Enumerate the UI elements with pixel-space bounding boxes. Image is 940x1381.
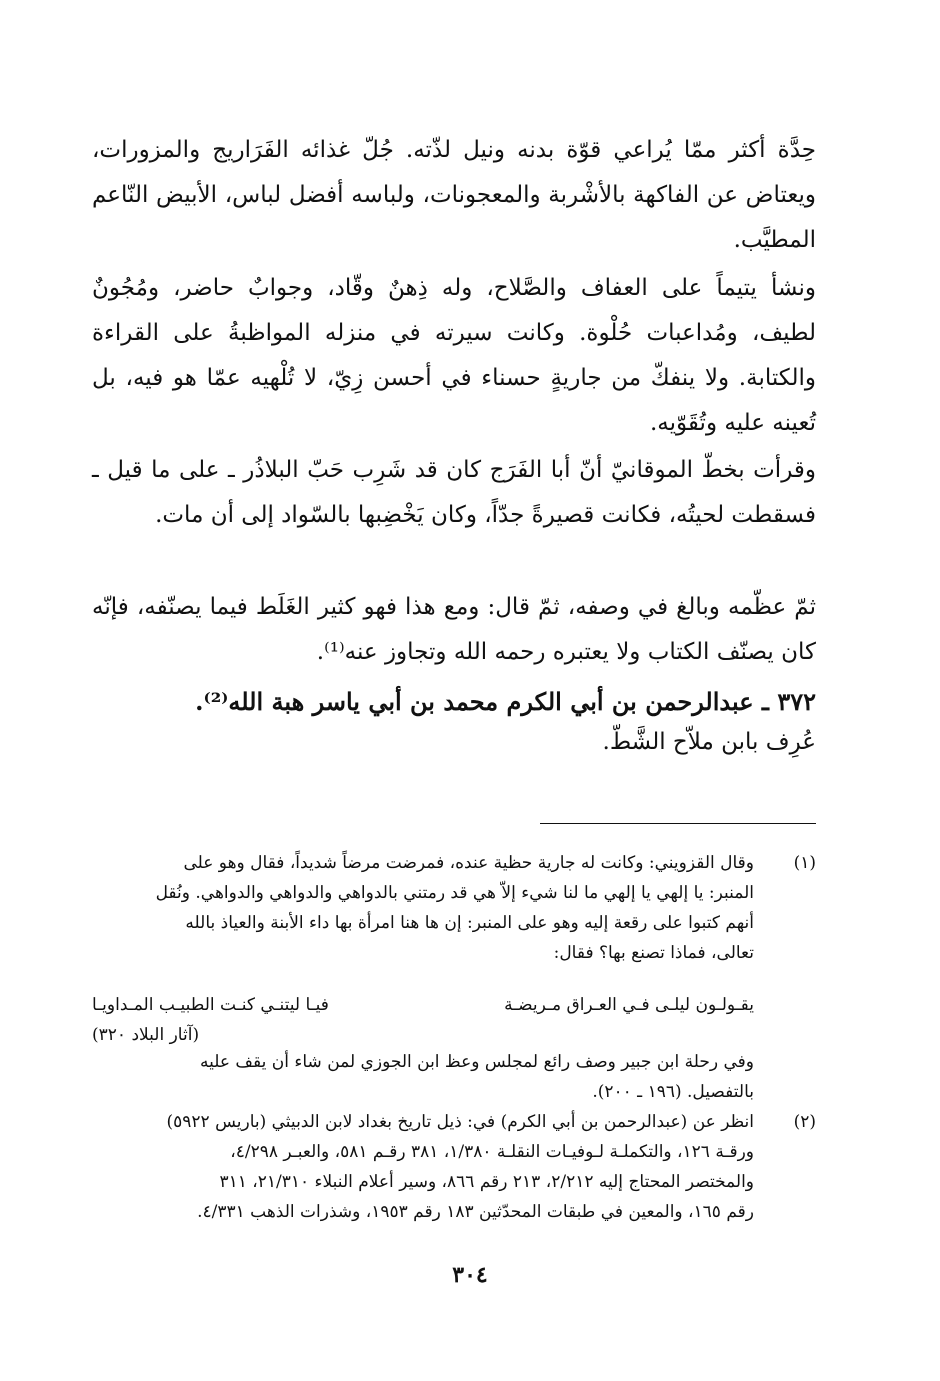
footnote-line: والمختصر المحتاج إليه ٢/٢١٢، ٢١٣ رقم ٨٦٦، وسير أعلام النبلاء ٢١/٣١٠، ٣١١ <box>219 1172 754 1192</box>
footnote-line: رقم ١٦٥، والمعين في طبقات المحدّثين ١٨٣ رقم ١٩٥٣، وشذرات الذهب ٤/٣٣١. <box>197 1202 754 1222</box>
footnote-1-number: (١) <box>793 853 816 873</box>
footnote-separator <box>540 823 816 824</box>
verse-source-wrap <box>92 1020 754 1050</box>
footnote-line: وفي رحلة ابن جبير وصف رائع لمجلس وعظ ابن الجوزي لمن شاء أن يقف عليه <box>200 1052 754 1072</box>
footnote-1-verse <box>92 990 754 1050</box>
footnote-1-after-text <box>92 1047 754 1107</box>
verse-first-hemistich: يقـولـون ليلـى فـي العـراق مـريضـة <box>504 995 754 1015</box>
footnote-line: بالتفصيل. (١٩٦ ـ ٢٠٠). <box>592 1082 754 1102</box>
footnote-1-text <box>92 848 754 968</box>
footnote-2 <box>92 1107 816 1227</box>
verse-second-hemistich: فيـا ليتنـي كنـت الطبيـب المـداويـا <box>92 995 329 1015</box>
paragraph-1: حِدَّة أكثر ممّا يُراعي قوّة بدنه ونيل لذّته. جُلّ غذائه الفَرَاريج والمزورات، ويعتاض عن الفاكهة بالأشْربة والمعجونات، ولباسه أفضل لباس، الأبيض النّاعم المطيَّب. <box>92 137 816 253</box>
footnote-line: المنبر: يا إلهي يا إلهي ما لنا شيء إلاّ هي قد رمتني بالدواهي والدواهي والدواهي. ونُقل <box>155 883 754 903</box>
paragraph-3: وقرأت بخطّ الموقانيّ أنّ أبا الفَرَج كان قد شَرِب حَبّ البلاذُر ـ على ما قيل ـ فسقطت لحيتُه، فكانت قصيرةً جدّاً، وكان يَخْضِبها بالسّواد إلى أن مات. <box>92 457 816 528</box>
footnote-line: ورقـة ١٢٦، والتكملـة لـوفيـات النقلـة ١/٣٨٠، ٣٨١ رقـم ٥٨١، والعبـر ٤/٢٩٨، <box>230 1142 754 1162</box>
footnote-1-continued <box>92 1047 816 1107</box>
entry-subtitle: عُرِف بابن ملاّح الشَّطّ. <box>602 729 816 755</box>
footnote-line: انظر عن (عبدالرحمن بن أبي الكرم) في: ذيل تاريخ بغداد لابن الدبيثي (باريس ٥٩٢٢) <box>166 1112 754 1132</box>
footnote-2-number: (٢) <box>793 1112 816 1132</box>
footnote-line: تعالى، فماذا تصنع بها؟ فقال: <box>553 943 754 963</box>
verse-line <box>92 990 754 1020</box>
page-number: ٣٠٤ <box>452 1262 488 1288</box>
verse-source: (آثار البلاد ٣٢٠) <box>92 1025 200 1045</box>
entry-heading: ٣٧٢ ـ عبدالرحمن بن أبي الكرم محمد بن أبي ياسر هبة الله⁽²⁾. <box>195 687 816 716</box>
footnote-2-text <box>92 1107 754 1227</box>
footnote-line: أنهم كتبوا على رقعة إليه وهو على المنبر: إن ها هنا امرأة بها داء الأبنة والعياذ بالله <box>185 913 754 933</box>
footnote-line: وقال القزويني: وكانت له جارية حظية عنده، فمرضت مرضاً شديداً، فقال وهو على <box>183 853 754 873</box>
footnote-1 <box>92 848 816 968</box>
paragraph-2: ونشأ يتيماً على العفاف والصَّلاح، وله ذِهنٌ وقّاد، وجوابٌ حاضر، ومُجُونٌ لطيف، ومُداعبات حُلْوة. وكانت سيرته في منزله المواظبةُ على القراءة والكتابة. ولا ينفكّ من جاريةٍ حسناء في أحسن زِيّ، لا تُلْهيه عمّا هو فيه، بل تُعينه عليه وتُقَوّيه. <box>92 275 816 436</box>
paragraph-4: ثمّ عظّمه وبالغ في وصفه، ثمّ قال: ومع هذا فهو كثير الغَلَط فيما يصنّفه، فإنّه كان يصنّف الكتاب ولا يعتبره رحمه الله وتجاوز عنه⁽¹⁾. <box>92 594 816 665</box>
